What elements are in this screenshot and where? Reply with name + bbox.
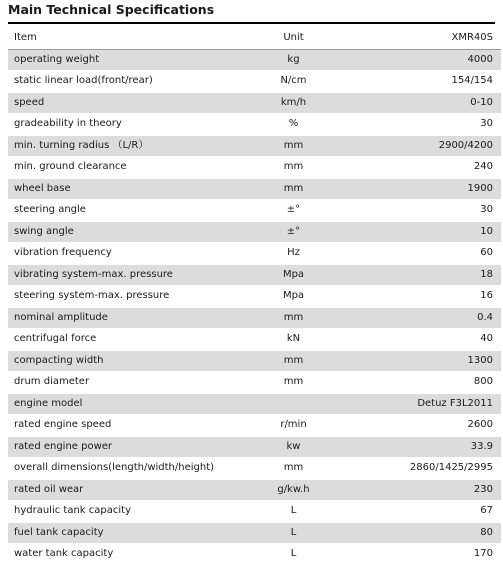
row-unit-cell: mm bbox=[236, 372, 351, 394]
row-value-cell: 4000 bbox=[351, 49, 501, 71]
row-value-cell: 230 bbox=[351, 479, 501, 501]
row-unit-cell: L bbox=[236, 544, 351, 566]
row-value-cell: 18 bbox=[351, 264, 501, 286]
row-value-cell: 60 bbox=[351, 243, 501, 265]
spec-table-body bbox=[8, 28, 501, 565]
row-item-cell: swing angle bbox=[8, 221, 236, 243]
row-unit-cell: % bbox=[236, 114, 351, 136]
row-value-cell: 800 bbox=[351, 372, 501, 394]
row-item-cell: centrifugal force bbox=[8, 329, 236, 351]
table-row bbox=[8, 479, 501, 501]
table-row bbox=[8, 92, 501, 114]
row-item-cell: vibrating system-max. pressure bbox=[8, 264, 236, 286]
row-item-cell: steering system-max. pressure bbox=[8, 286, 236, 308]
table-row bbox=[8, 522, 501, 544]
table-row bbox=[8, 221, 501, 243]
row-unit-cell: kg bbox=[236, 49, 351, 71]
row-item-cell: operating weight bbox=[8, 49, 236, 71]
row-value-cell: 30 bbox=[351, 114, 501, 136]
row-item-cell: hydraulic tank capacity bbox=[8, 501, 236, 523]
row-unit-cell: mm bbox=[236, 458, 351, 480]
row-value-cell: 30 bbox=[351, 200, 501, 222]
row-unit-cell: mm bbox=[236, 135, 351, 157]
table-row bbox=[8, 544, 501, 566]
row-item-cell: overall dimensions(length/width/height) bbox=[8, 458, 236, 480]
row-unit-cell: ±° bbox=[236, 200, 351, 222]
row-item-cell: vibration frequency bbox=[8, 243, 236, 265]
row-item-cell: steering angle bbox=[8, 200, 236, 222]
row-unit-cell: mm bbox=[236, 307, 351, 329]
row-item-cell: min. turning radius （L/R） bbox=[8, 135, 236, 157]
row-unit-cell: r/min bbox=[236, 415, 351, 437]
row-item-cell: speed bbox=[8, 92, 236, 114]
row-item-cell: gradeability in theory bbox=[8, 114, 236, 136]
row-unit-cell: mm bbox=[236, 157, 351, 179]
row-value-cell: 2860/1425/2995 bbox=[351, 458, 501, 480]
table-row bbox=[8, 393, 501, 415]
row-value-cell: 1300 bbox=[351, 350, 501, 372]
row-value-cell: 67 bbox=[351, 501, 501, 523]
row-unit-cell: km/h bbox=[236, 92, 351, 114]
row-item-cell: rated engine power bbox=[8, 436, 236, 458]
row-value-cell: Detuz F3L2011 bbox=[351, 393, 501, 415]
row-unit-cell: L bbox=[236, 501, 351, 523]
table-row bbox=[8, 114, 501, 136]
table-row bbox=[8, 415, 501, 437]
table-row bbox=[8, 350, 501, 372]
table-row bbox=[8, 49, 501, 71]
header-unit: Unit bbox=[236, 28, 351, 49]
row-unit-cell: mm bbox=[236, 178, 351, 200]
table-row bbox=[8, 307, 501, 329]
row-unit-cell bbox=[236, 393, 351, 415]
table-row bbox=[8, 135, 501, 157]
row-item-cell: rated oil wear bbox=[8, 479, 236, 501]
row-unit-cell: g/kw.h bbox=[236, 479, 351, 501]
table-row bbox=[8, 458, 501, 480]
row-value-cell: 0.4 bbox=[351, 307, 501, 329]
row-item-cell: compacting width bbox=[8, 350, 236, 372]
table-row bbox=[8, 329, 501, 351]
row-item-cell: drum diameter bbox=[8, 372, 236, 394]
row-item-cell: water tank capacity bbox=[8, 544, 236, 566]
header-model: XMR40S bbox=[351, 28, 501, 49]
row-unit-cell: L bbox=[236, 522, 351, 544]
table-row bbox=[8, 264, 501, 286]
row-value-cell: 1900 bbox=[351, 178, 501, 200]
table-row bbox=[8, 178, 501, 200]
table-header-row bbox=[8, 28, 501, 49]
row-unit-cell: Hz bbox=[236, 243, 351, 265]
row-value-cell: 240 bbox=[351, 157, 501, 179]
row-item-cell: rated engine speed bbox=[8, 415, 236, 437]
table-row bbox=[8, 243, 501, 265]
row-unit-cell: ±° bbox=[236, 221, 351, 243]
row-item-cell: nominal amplitude bbox=[8, 307, 236, 329]
row-value-cell: 16 bbox=[351, 286, 501, 308]
row-item-cell: fuel tank capacity bbox=[8, 522, 236, 544]
row-value-cell: 80 bbox=[351, 522, 501, 544]
row-item-cell: engine model bbox=[8, 393, 236, 415]
row-value-cell: 2900/4200 bbox=[351, 135, 501, 157]
row-value-cell: 2600 bbox=[351, 415, 501, 437]
row-value-cell: 33.9 bbox=[351, 436, 501, 458]
table-row bbox=[8, 436, 501, 458]
title-underline bbox=[8, 22, 495, 24]
table-row bbox=[8, 200, 501, 222]
table-row bbox=[8, 71, 501, 93]
page-title: Main Technical Specifications bbox=[8, 2, 215, 17]
header-item: Item bbox=[8, 28, 236, 49]
row-item-cell: min. ground clearance bbox=[8, 157, 236, 179]
row-unit-cell: mm bbox=[236, 350, 351, 372]
row-value-cell: 10 bbox=[351, 221, 501, 243]
table-row bbox=[8, 372, 501, 394]
row-unit-cell: N/cm bbox=[236, 71, 351, 93]
row-item-cell: static linear load(front/rear) bbox=[8, 71, 236, 93]
row-unit-cell: Mpa bbox=[236, 286, 351, 308]
row-item-cell: wheel base bbox=[8, 178, 236, 200]
table-row bbox=[8, 157, 501, 179]
table-row bbox=[8, 286, 501, 308]
row-value-cell: 154/154 bbox=[351, 71, 501, 93]
row-value-cell: 40 bbox=[351, 329, 501, 351]
spec-table bbox=[8, 28, 501, 566]
row-value-cell: 0-10 bbox=[351, 92, 501, 114]
row-unit-cell: kw bbox=[236, 436, 351, 458]
table-row bbox=[8, 501, 501, 523]
row-value-cell: 170 bbox=[351, 544, 501, 566]
row-unit-cell: kN bbox=[236, 329, 351, 351]
row-unit-cell: Mpa bbox=[236, 264, 351, 286]
